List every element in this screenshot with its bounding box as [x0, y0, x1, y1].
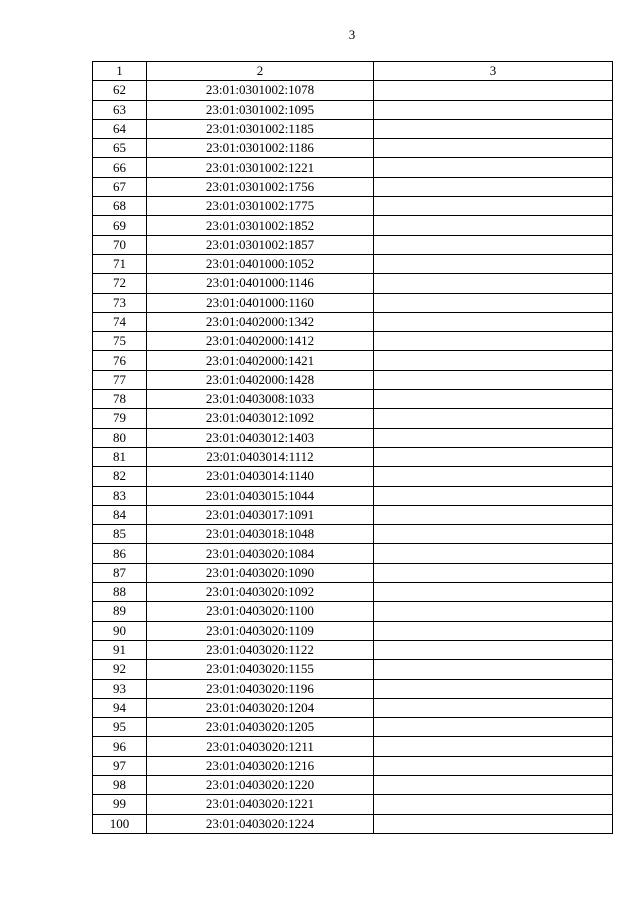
notes-cell — [374, 737, 613, 756]
cadastral-number-cell: 23:01:0403020:1109 — [147, 621, 374, 640]
row-number-cell: 67 — [93, 177, 147, 196]
cadastral-number-cell: 23:01:0403020:1220 — [147, 775, 374, 794]
cadastral-number-cell: 23:01:0401000:1052 — [147, 254, 374, 273]
table-row — [93, 679, 613, 698]
cadastral-number-cell: 23:01:0403020:1204 — [147, 698, 374, 717]
cadastral-number-cell: 23:01:0301002:1221 — [147, 158, 374, 177]
row-number-cell: 80 — [93, 428, 147, 447]
cadastral-number-cell: 23:01:0301002:1186 — [147, 139, 374, 158]
table-body — [93, 81, 613, 834]
cadastral-number-cell: 23:01:0403014:1112 — [147, 447, 374, 466]
table-row — [93, 583, 613, 602]
cadastral-number-cell: 23:01:0403020:1155 — [147, 660, 374, 679]
table-row — [93, 602, 613, 621]
row-number-cell: 98 — [93, 775, 147, 794]
notes-cell — [374, 177, 613, 196]
cadastral-number-cell: 23:01:0403020:1216 — [147, 756, 374, 775]
notes-cell — [374, 795, 613, 814]
notes-cell — [374, 467, 613, 486]
table-row — [93, 660, 613, 679]
notes-cell — [374, 81, 613, 100]
table-row — [93, 293, 613, 312]
table-row — [93, 795, 613, 814]
row-number-cell: 72 — [93, 274, 147, 293]
cadastral-number-cell: 23:01:0403020:1084 — [147, 544, 374, 563]
notes-cell — [374, 525, 613, 544]
table-row — [93, 409, 613, 428]
cadastral-number-cell: 23:01:0403018:1048 — [147, 525, 374, 544]
notes-cell — [374, 660, 613, 679]
row-number-cell: 77 — [93, 370, 147, 389]
row-number-cell: 83 — [93, 486, 147, 505]
cadastral-number-cell: 23:01:0403020:1122 — [147, 640, 374, 659]
row-number-cell: 70 — [93, 235, 147, 254]
row-number-cell: 95 — [93, 718, 147, 737]
row-number-cell: 81 — [93, 447, 147, 466]
notes-cell — [374, 197, 613, 216]
notes-cell — [374, 409, 613, 428]
cadastral-number-cell: 23:01:0403012:1092 — [147, 409, 374, 428]
cadastral-number-cell: 23:01:0403015:1044 — [147, 486, 374, 505]
notes-cell — [374, 139, 613, 158]
row-number-cell: 75 — [93, 332, 147, 351]
table-row — [93, 81, 613, 100]
notes-cell — [374, 756, 613, 775]
cadastral-number-cell: 23:01:0403020:1090 — [147, 563, 374, 582]
row-number-cell: 100 — [93, 814, 147, 833]
cadastral-number-cell: 23:01:0403020:1092 — [147, 583, 374, 602]
table-row — [93, 100, 613, 119]
row-number-cell: 92 — [93, 660, 147, 679]
row-number-cell: 64 — [93, 119, 147, 138]
row-number-cell: 87 — [93, 563, 147, 582]
notes-cell — [374, 583, 613, 602]
row-number-cell: 93 — [93, 679, 147, 698]
cadastral-number-cell: 23:01:0301002:1185 — [147, 119, 374, 138]
table-row — [93, 390, 613, 409]
column-header-3: 3 — [374, 62, 613, 81]
table-row — [93, 139, 613, 158]
table-row — [93, 274, 613, 293]
cadastral-number-cell: 23:01:0403020:1221 — [147, 795, 374, 814]
notes-cell — [374, 544, 613, 563]
table-row — [93, 544, 613, 563]
row-number-cell: 63 — [93, 100, 147, 119]
cadastral-number-cell: 23:01:0301002:1775 — [147, 197, 374, 216]
notes-cell — [374, 718, 613, 737]
table-row — [93, 119, 613, 138]
notes-cell — [374, 679, 613, 698]
row-number-cell: 82 — [93, 467, 147, 486]
table-row — [93, 197, 613, 216]
table-row — [93, 235, 613, 254]
row-number-cell: 86 — [93, 544, 147, 563]
notes-cell — [374, 563, 613, 582]
table-row — [93, 428, 613, 447]
cadastral-number-cell: 23:01:0403014:1140 — [147, 467, 374, 486]
cadastral-number-cell: 23:01:0403020:1196 — [147, 679, 374, 698]
notes-cell — [374, 698, 613, 717]
row-number-cell: 96 — [93, 737, 147, 756]
row-number-cell: 74 — [93, 312, 147, 331]
table-row — [93, 332, 613, 351]
column-header-2: 2 — [147, 62, 374, 81]
notes-cell — [374, 332, 613, 351]
notes-cell — [374, 370, 613, 389]
table-row — [93, 775, 613, 794]
table-row — [93, 756, 613, 775]
page-number: 3 — [348, 27, 356, 42]
cadastral-number-cell: 23:01:0301002:1078 — [147, 81, 374, 100]
row-number-cell: 79 — [93, 409, 147, 428]
notes-cell — [374, 602, 613, 621]
notes-cell — [374, 119, 613, 138]
cadastral-number-cell: 23:01:0301002:1857 — [147, 235, 374, 254]
notes-cell — [374, 814, 613, 833]
cadastral-table — [92, 61, 613, 834]
row-number-cell: 66 — [93, 158, 147, 177]
cadastral-number-cell: 23:01:0402000:1421 — [147, 351, 374, 370]
cadastral-number-cell: 23:01:0403020:1211 — [147, 737, 374, 756]
cadastral-number-cell: 23:01:0401000:1146 — [147, 274, 374, 293]
column-header-1: 1 — [93, 62, 147, 81]
cadastral-number-cell: 23:01:0403020:1224 — [147, 814, 374, 833]
notes-cell — [374, 312, 613, 331]
table-row — [93, 447, 613, 466]
cadastral-number-cell: 23:01:0402000:1342 — [147, 312, 374, 331]
row-number-cell: 68 — [93, 197, 147, 216]
cadastral-number-cell: 23:01:0301002:1756 — [147, 177, 374, 196]
notes-cell — [374, 254, 613, 273]
table-row — [93, 467, 613, 486]
table-row — [93, 718, 613, 737]
notes-cell — [374, 158, 613, 177]
cadastral-number-cell: 23:01:0403020:1100 — [147, 602, 374, 621]
notes-cell — [374, 640, 613, 659]
row-number-cell: 89 — [93, 602, 147, 621]
notes-cell — [374, 447, 613, 466]
cadastral-number-cell: 23:01:0401000:1160 — [147, 293, 374, 312]
cadastral-number-cell: 23:01:0403008:1033 — [147, 390, 374, 409]
cadastral-number-cell: 23:01:0402000:1412 — [147, 332, 374, 351]
notes-cell — [374, 621, 613, 640]
table-row — [93, 814, 613, 833]
notes-cell — [374, 486, 613, 505]
row-number-cell: 88 — [93, 583, 147, 602]
row-number-cell: 97 — [93, 756, 147, 775]
notes-cell — [374, 428, 613, 447]
table-row — [93, 505, 613, 524]
row-number-cell: 90 — [93, 621, 147, 640]
notes-cell — [374, 235, 613, 254]
table-row — [93, 254, 613, 273]
cadastral-number-cell: 23:01:0301002:1095 — [147, 100, 374, 119]
cadastral-number-cell: 23:01:0402000:1428 — [147, 370, 374, 389]
table-row — [93, 312, 613, 331]
table-row — [93, 216, 613, 235]
row-number-cell: 71 — [93, 254, 147, 273]
table-row — [93, 563, 613, 582]
notes-cell — [374, 775, 613, 794]
notes-cell — [374, 216, 613, 235]
table-row — [93, 177, 613, 196]
cadastral-number-cell: 23:01:0403020:1205 — [147, 718, 374, 737]
notes-cell — [374, 351, 613, 370]
row-number-cell: 84 — [93, 505, 147, 524]
row-number-cell: 94 — [93, 698, 147, 717]
row-number-cell: 78 — [93, 390, 147, 409]
row-number-cell: 62 — [93, 81, 147, 100]
table-row — [93, 737, 613, 756]
cadastral-number-cell: 23:01:0301002:1852 — [147, 216, 374, 235]
cadastral-number-cell: 23:01:0403012:1403 — [147, 428, 374, 447]
notes-cell — [374, 390, 613, 409]
row-number-cell: 76 — [93, 351, 147, 370]
table-row — [93, 621, 613, 640]
table-row — [93, 525, 613, 544]
table-header-row — [93, 62, 613, 81]
row-number-cell: 85 — [93, 525, 147, 544]
notes-cell — [374, 293, 613, 312]
row-number-cell: 65 — [93, 139, 147, 158]
table-row — [93, 486, 613, 505]
notes-cell — [374, 100, 613, 119]
row-number-cell: 69 — [93, 216, 147, 235]
table-row — [93, 698, 613, 717]
notes-cell — [374, 505, 613, 524]
table-row — [93, 158, 613, 177]
notes-cell — [374, 274, 613, 293]
row-number-cell: 91 — [93, 640, 147, 659]
row-number-cell: 99 — [93, 795, 147, 814]
table-row — [93, 370, 613, 389]
table-row — [93, 351, 613, 370]
cadastral-number-cell: 23:01:0403017:1091 — [147, 505, 374, 524]
row-number-cell: 73 — [93, 293, 147, 312]
table-row — [93, 640, 613, 659]
